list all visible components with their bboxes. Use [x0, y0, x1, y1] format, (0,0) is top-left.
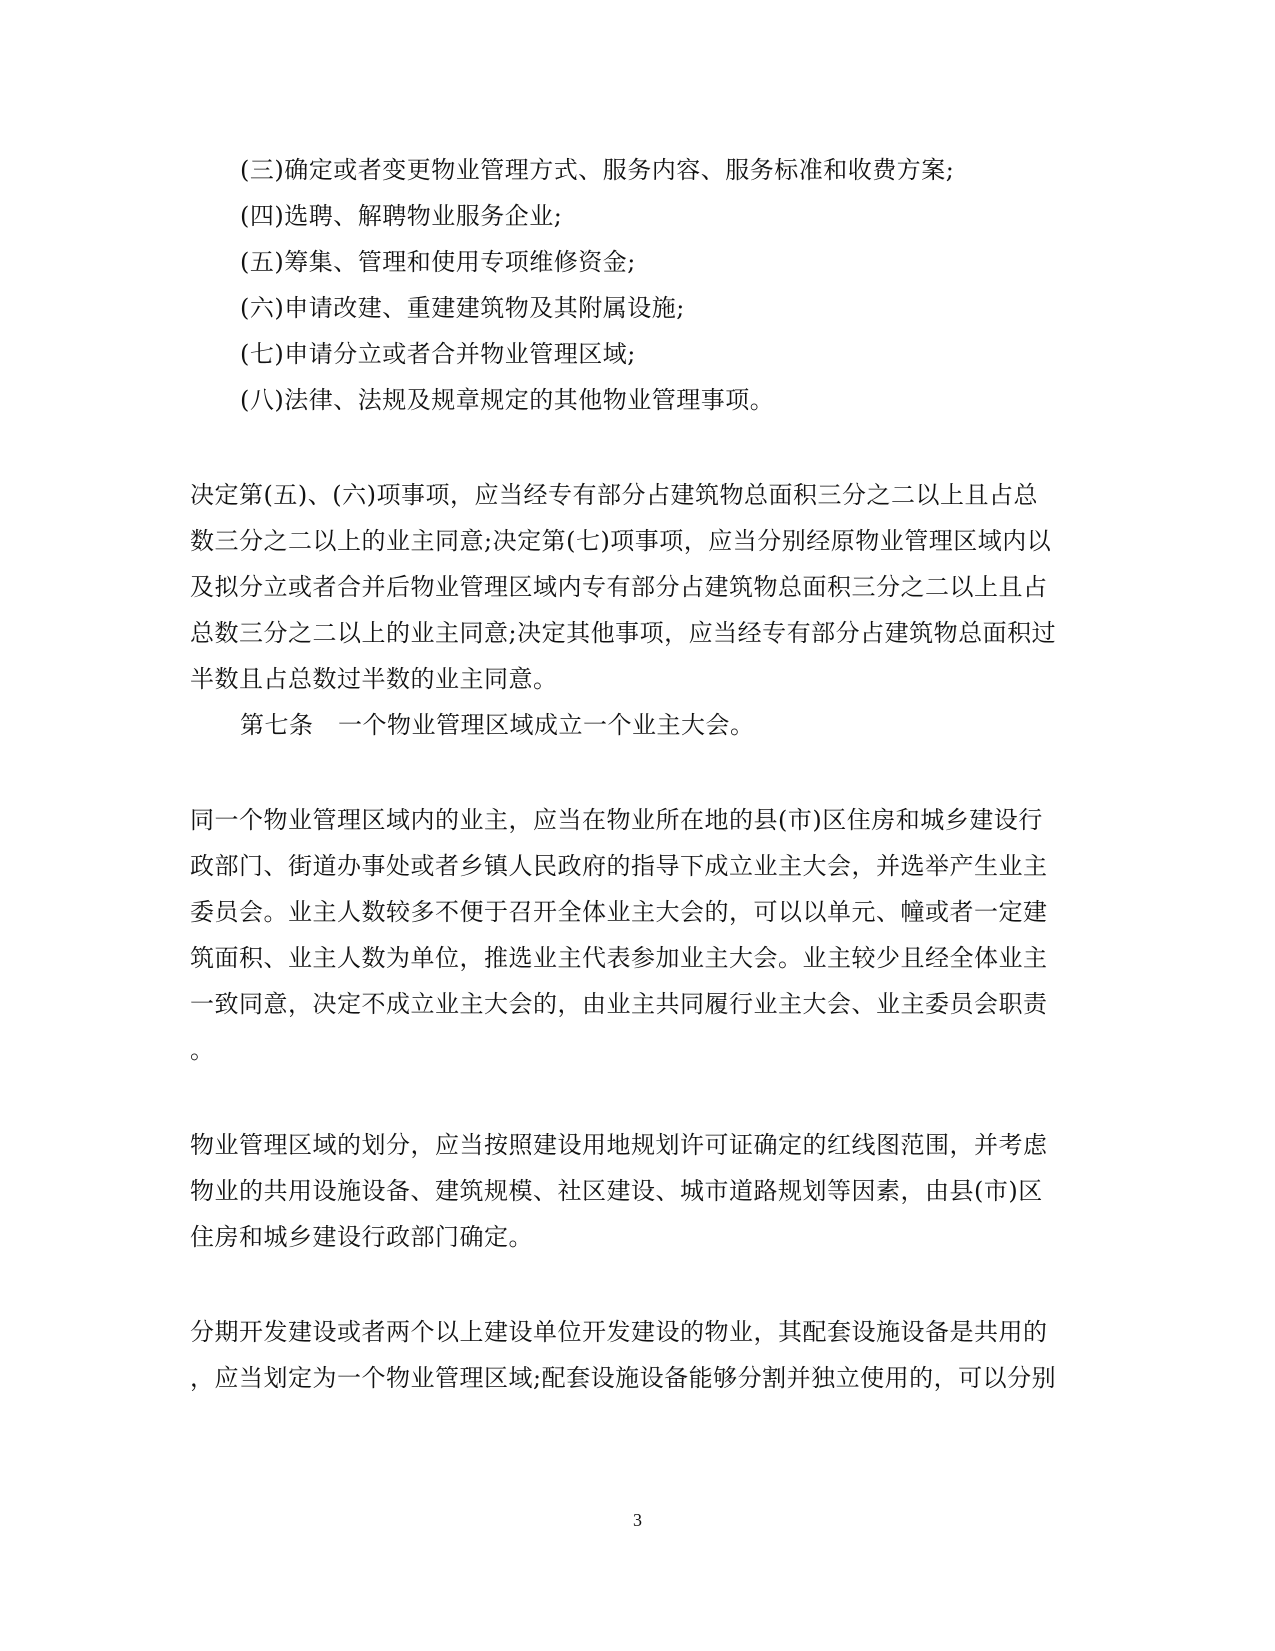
paragraph-line: 物业管理区域的划分，应当按照建设用地规划许可证确定的红线图范围，并考虑 — [190, 1131, 1048, 1159]
list-item-7: (七)申请分立或者合并物业管理区域; — [240, 340, 636, 368]
paragraph-line: 政部门、街道办事处或者乡镇人民政府的指导下成立业主大会，并选举产生业主 — [190, 852, 1048, 880]
list-item-3: (三)确定或者变更物业管理方式、服务内容、服务标准和收费方案; — [240, 156, 955, 184]
paragraph-line: 及拟分立或者合并后物业管理区域内专有部分占建筑物总面积三分之二以上且占 — [190, 573, 1048, 601]
paragraph-line: 决定第(五)、(六)项事项，应当经专有部分占建筑物总面积三分之二以上且占总 — [190, 481, 1038, 509]
list-item-5: (五)筹集、管理和使用专项维修资金; — [240, 248, 636, 276]
paragraph-line: 数三分之二以上的业主同意;决定第(七)项事项，应当分别经原物业管理区域内以 — [190, 527, 1052, 555]
paragraph-line: 同一个物业管理区域内的业主，应当在物业所在地的县(市)区住房和城乡建设行 — [190, 806, 1043, 834]
paragraph-line: 。 — [190, 1036, 215, 1064]
paragraph-line: 委员会。业主人数较多不便于召开全体业主大会的，可以以单元、幢或者一定建 — [190, 898, 1048, 926]
paragraph-line: ，应当划定为一个物业管理区域;配套设施设备能够分割并独立使用的，可以分别 — [190, 1364, 1057, 1392]
page-number: 3 — [633, 1510, 642, 1530]
list-item-8: (八)法律、法规及规章规定的其他物业管理事项。 — [240, 386, 775, 414]
paragraph-line: 一致同意，决定不成立业主大会的，由业主共同履行业主大会、业主委员会职责 — [190, 990, 1048, 1018]
paragraph-line: 筑面积、业主人数为单位，推选业主代表参加业主大会。业主较少且经全体业主 — [190, 944, 1048, 972]
article-heading: 第七条 一个物业管理区域成立一个业主大会。 — [240, 711, 755, 739]
paragraph-line: 物业的共用设施设备、建筑规模、社区建设、城市道路规划等因素，由县(市)区 — [190, 1177, 1043, 1205]
list-item-4: (四)选聘、解聘物业服务企业; — [240, 202, 563, 230]
paragraph-line: 总数三分之二以上的业主同意;决定其他事项，应当经专有部分占建筑物总面积过 — [190, 619, 1057, 647]
paragraph-line: 半数且占总数过半数的业主同意。 — [190, 665, 558, 693]
list-item-6: (六)申请改建、重建建筑物及其附属设施; — [240, 294, 685, 322]
paragraph-line: 分期开发建设或者两个以上建设单位开发建设的物业，其配套设施设备是共用的 — [190, 1318, 1048, 1346]
paragraph-line: 住房和城乡建设行政部门确定。 — [190, 1223, 533, 1251]
